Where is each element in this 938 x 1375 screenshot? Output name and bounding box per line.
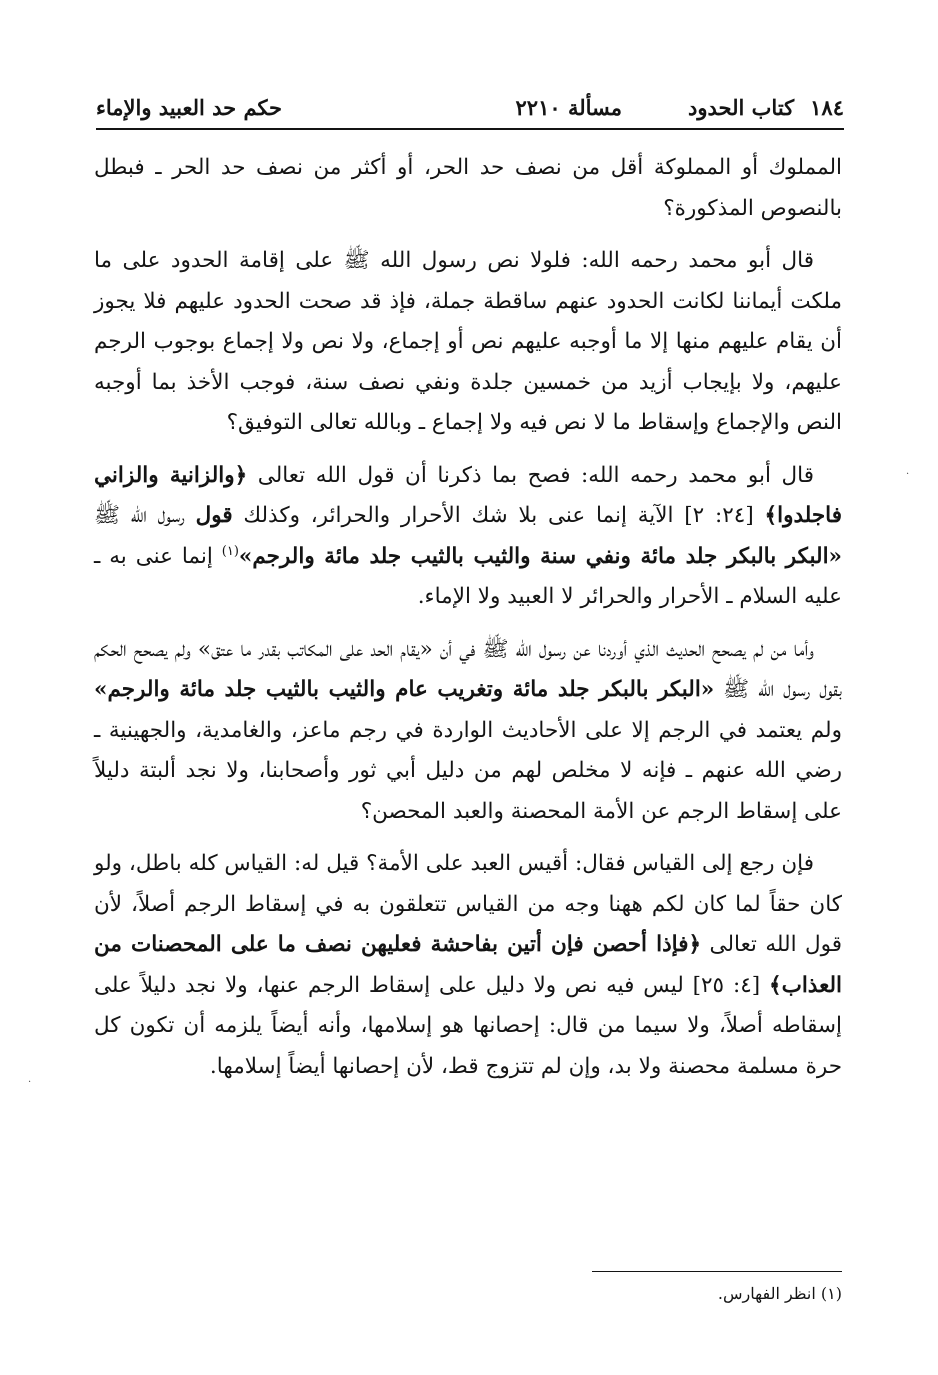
footnote-marker: (١) xyxy=(221,543,239,559)
page-number: ١٨٤ xyxy=(810,95,844,120)
bold-quote: «البكر بالبكر جلد مائة وتغريب عام والثيب بالثيب جلد مائة والرجم» xyxy=(94,677,715,702)
text-segment: قال أبو محمد رحمه الله: فلولا نص رسول الله ﷺ على إقامة الحدود على ما ملكت أيماننا لكانت الحدود عنهم ساقطة جملة، فإذ قد صحت الحدود عليهم فلا يجوز أن يقام عليهم منها إلا ما أوجبه عليهم نص أو إجماع، ولا نص ولا إجماع بوجوب الرجم عليهم، ولا بإيجاب أزيد من خمسين جلدة ونفي نصف سنة، فوجب الأخذ بما أوجبه النص والإجماع وإسقاط ما لا نص فيه ولا إجماع ـ وبالله تعالى التوفيق؟ xyxy=(94,248,842,435)
paragraph xyxy=(94,844,842,1087)
paragraph xyxy=(94,148,842,229)
paragraph xyxy=(94,630,842,833)
bold-quote: ﴿والزانية والزاني فاجلدوا﴾ xyxy=(94,462,842,528)
text-segment: فإن رجع إلى القياس فقال: أقيس العبد على الأمة؟ قيل له: القياس كله باطل، ولو كان حقاً لما كان لكم ههنا وجه من القياس تتعلقون به في إسقاط الرجم أصلاً، لأن قول الله تعالى xyxy=(94,851,842,957)
issue-label: مسألة ٢٢١٠ xyxy=(515,95,622,120)
text-segment: المملوك أو المملوكة أقل من نصف حد الحر، أو أكثر من نصف حد الحر ـ فبطل بالنصوص المذكورة؟ xyxy=(94,155,842,221)
running-header xyxy=(96,92,844,130)
paragraph xyxy=(94,241,842,444)
text-segment: وأما من لم يصحح الحديث الذي أوردنا عن رسول الله ﷺ في أن «يقام الحد على المكاتب بقدر ما عتق» ولم يصحح الحكم بقول رسول الله ﷺ xyxy=(94,636,842,702)
chapter-title: حكم حد العبيد والإماء xyxy=(96,95,283,120)
body-text xyxy=(94,148,842,1099)
text-segment: إنما عنى به ـ عليه السلام ـ الأحرار والحرائر لا العبيد ولا الإماء. xyxy=(94,543,842,609)
bold-quote: «البكر بالبكر جلد مائة ونفي سنة والثيب بالثيب جلد مائة والرجم» xyxy=(238,543,842,569)
text-segment: ولم يعتمد في الرجم إلا على الأحاديث الواردة في رجم ماعز، والغامدية، والجهينية ـ رضي الله عنهم ـ فإنه لا مخلص لهم من دليل أبي ثور وأصحابنا، ولا نجد ألبتة دليلاً على إسقاط الرجم عن الأمة المحصنة والعبد المحصن؟ xyxy=(94,717,842,824)
bold-quote: ﴿فإذا أحصن فإن أتين بفاحشة فعليهن نصف ما على المحصنات من العذاب﴾ xyxy=(94,932,842,998)
paragraph xyxy=(94,456,842,618)
footnote: (١) انظر الفهارس. xyxy=(717,1284,842,1303)
book-title: كتاب الحدود xyxy=(688,95,795,120)
text-segment: قال أبو محمد رحمه الله: فصح بما ذكرنا أن قول الله تعالى xyxy=(247,462,814,488)
bold-quote: قول xyxy=(195,503,233,528)
footnote-divider xyxy=(592,1271,842,1272)
text-segment: رسول الله ﷺ xyxy=(94,503,196,528)
margin-speck: · xyxy=(28,1077,32,1088)
text-segment: [٤: ٢٥] ليس فيه نص ولا دليل على إسقاط الرجم عنها، ولا نجد دليلاً على إسقاطه أصلاً، ولا سيما من قال: إحصانها هو إسلامها، وأنه أيضاً يلزمه أن تكون كل حرة مسلمة محصنة ولا بد، وإن لم تتزوج قط، لأن إحصانها أيضاً إسلامها. xyxy=(94,972,842,1079)
text-segment: [٢٤: ٢] الآية إنما عنى بلا شك الأحرار والحرائر، وكذلك xyxy=(232,503,765,528)
header-page-and-book xyxy=(688,94,844,122)
margin-speck: · xyxy=(906,469,910,480)
